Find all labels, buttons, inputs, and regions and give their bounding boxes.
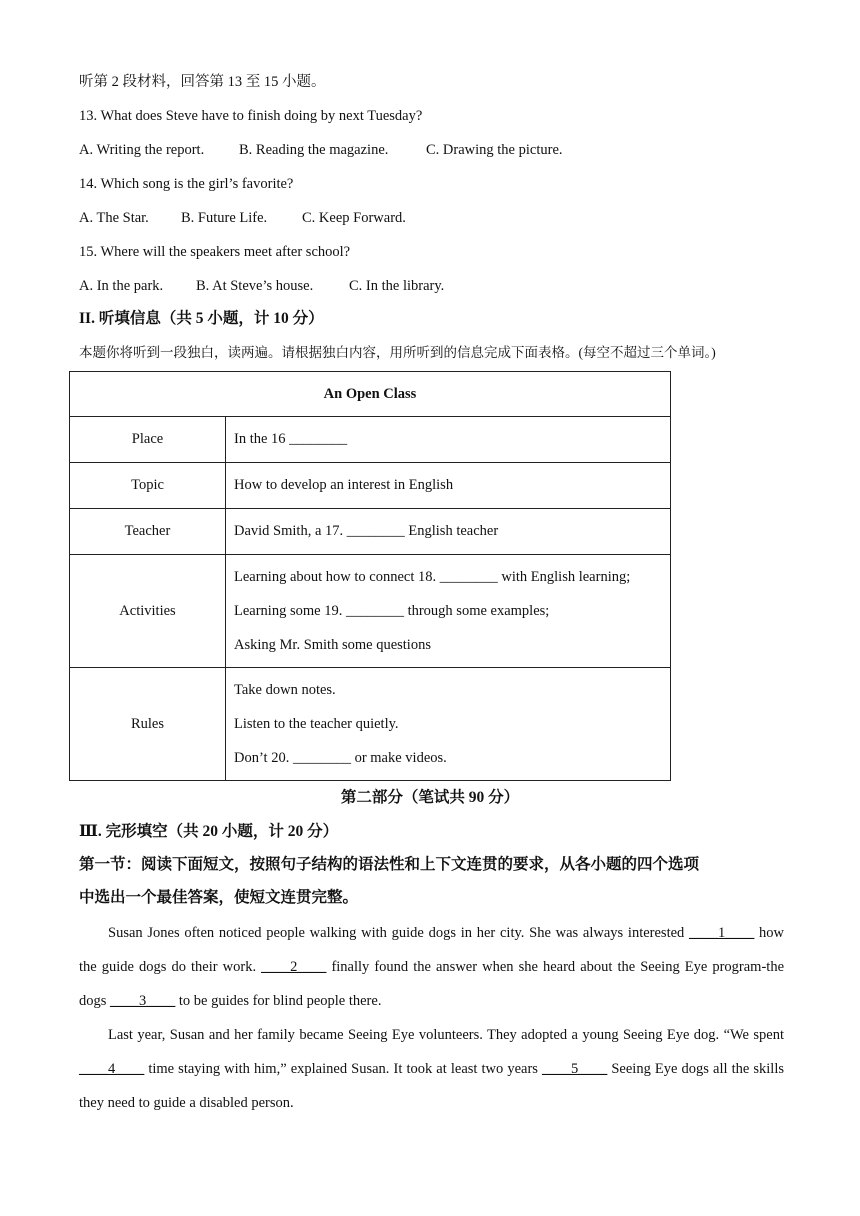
- question-13-options: [79, 140, 563, 160]
- row-value-place: In the 16 ________: [226, 417, 671, 463]
- question-15-options: [79, 276, 444, 296]
- question-15: 15. Where will the speakers meet after school?: [79, 244, 351, 260]
- material-header: 听第 2 段材料，回答第 13 至 15 小题。: [79, 74, 326, 90]
- option-c: C. Drawing the picture.: [426, 142, 563, 158]
- section-2-instruction: 本题你将听到一段独白，读两遍。请根据独白内容，用所听到的信息完成下面表格。(每空不超过三个单词。): [79, 345, 716, 360]
- option-a: A. Writing the report.: [79, 142, 205, 158]
- row-label-activities: Activities: [70, 555, 226, 668]
- rule-line: Don’t 20. ________ or make videos.: [234, 750, 447, 766]
- section-3-title: Ⅲ. 完形填空（共 20 小题，计 20 分）: [79, 823, 339, 840]
- blank-1: ____1____: [689, 925, 755, 941]
- row-label-topic: Topic: [70, 463, 226, 509]
- row-value-topic: How to develop an interest in English: [226, 463, 671, 509]
- row-value-activities: [226, 555, 671, 668]
- row-value-rules: [226, 668, 671, 781]
- subsection-instruction-1: 第一节：阅读下面短文，按照句子结构的语法性和上下文连贯的要求，从各小题的四个选项: [79, 856, 700, 873]
- passage-text: how the guide dogs do their work.: [79, 925, 784, 975]
- question-13: 13. What does Steve have to finish doing by next Tuesday?: [79, 108, 423, 124]
- passage-paragraph-1: [79, 916, 784, 1018]
- passage-text: finally found the answer when she heard about the Seeing Eye program-the dogs: [79, 959, 784, 1009]
- subsection-instruction-2: 中选出一个最佳答案，使短文连贯完整。: [79, 889, 359, 906]
- option-a: A. In the park.: [79, 278, 164, 294]
- blank-4: ____4____: [79, 1061, 145, 1077]
- rule-line: Take down notes.: [234, 682, 336, 698]
- activity-line: Learning some 19. ________ through some examples;: [234, 603, 550, 619]
- option-a: A. The Star.: [79, 210, 149, 226]
- table-title: An Open Class: [70, 372, 671, 417]
- section-2-title: II. 听填信息（共 5 小题，计 10 分）: [79, 310, 324, 327]
- option-b: B. Reading the magazine.: [239, 142, 389, 158]
- activity-line: Asking Mr. Smith some questions: [234, 637, 431, 653]
- blank-2: ____2____: [261, 959, 327, 975]
- blank-3: ____3____: [110, 993, 176, 1009]
- passage-text: Seeing Eye dogs all the skills they need to guide a disabled person.: [79, 1061, 785, 1111]
- passage-text: Susan Jones often noticed people walking with guide dogs in her city. She was always interested: [108, 925, 690, 941]
- row-label-teacher: Teacher: [70, 509, 226, 555]
- option-b: B. Future Life.: [181, 210, 268, 226]
- passage-text: time staying with him,” explained Susan. It took at least two years: [144, 1061, 543, 1077]
- row-value-teacher: David Smith, a 17. ________ English teacher: [226, 509, 671, 555]
- rule-line: Listen to the teacher quietly.: [234, 716, 399, 732]
- option-c: C. In the library.: [349, 278, 445, 294]
- row-label-rules: Rules: [70, 668, 226, 781]
- question-14: 14. Which song is the girl’s favorite?: [79, 176, 294, 192]
- passage-paragraph-2: [79, 1018, 784, 1120]
- option-b: B. At Steve’s house.: [196, 278, 314, 294]
- info-table: [69, 371, 671, 781]
- activity-line: Learning about how to connect 18. ________ with English learning;: [234, 569, 631, 585]
- option-c: C. Keep Forward.: [302, 210, 406, 226]
- passage-text: Last year, Susan and her family became Seeing Eye volunteers. They adopted a young Seeing Eye dog. “We spent: [108, 1027, 784, 1043]
- question-14-options: [79, 208, 406, 228]
- row-label-place: Place: [70, 417, 226, 463]
- passage-text: to be guides for blind people there.: [175, 993, 382, 1009]
- blank-5: ____5____: [542, 1061, 608, 1077]
- part-2-title: 第二部分（笔试共 90 分）: [340, 789, 520, 806]
